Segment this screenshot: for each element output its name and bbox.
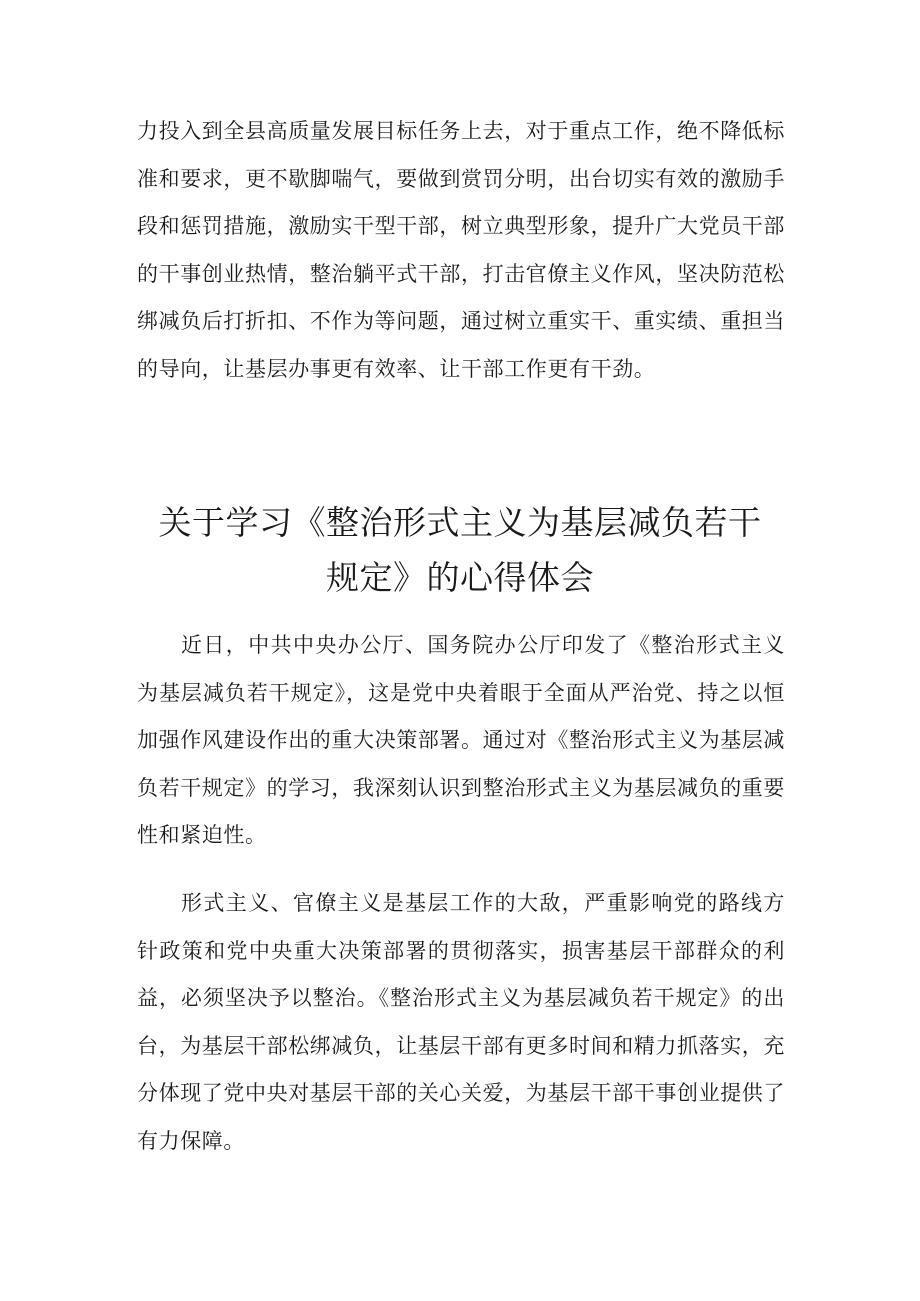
body-paragraph-1: 近日，中共中央办公厅、国务院办公厅印发了《整治形式主义为基层减负若干规定》，这是党中央着眼于全面从严治党、持之以恒加强作风建设作出的重大决策部署。通过对《整治形式主义为基层减负若干规定》的学习，我深刻认识到整治形式主义为基层减负的重要性和紧迫性。	[137, 633, 785, 847]
body-paragraph-2: 形式主义、官僚主义是基层工作的大敌，严重影响党的路线方针政策和党中央重大决策部署的贯彻落实，损害基层干部群众的利益，必须坚决予以整治。《整治形式主义为基层减负若干规定》的出台，为基层干部松绑减负，让基层干部有更多时间和精力抓落实，充分体现了党中央对基层干部的关心关爱，为基层干部干事创业提供了有力保障。	[137, 891, 785, 1153]
continued-paragraph: 力投入到全县高质量发展目标任务上去，对于重点工作，绝不降低标准和要求，更不歇脚喘气，要做到赏罚分明，出台切实有效的激励手段和惩罚措施，激励实干型干部，树立典型形象，提升广大党员干部的干事创业热情，整治躺平式干部，打击官僚主义作风，坚决防范松绑减负后打折扣、不作为等问题，通过树立重实干、重实绩、重担当的导向，让基层办事更有效率、让干部工作更有干劲。	[137, 119, 785, 381]
document-title	[100, 495, 820, 605]
title-line-2: 规定》的心得体会	[326, 558, 594, 597]
title-line-1: 关于学习《整治形式主义为基层减负若干	[158, 503, 762, 542]
